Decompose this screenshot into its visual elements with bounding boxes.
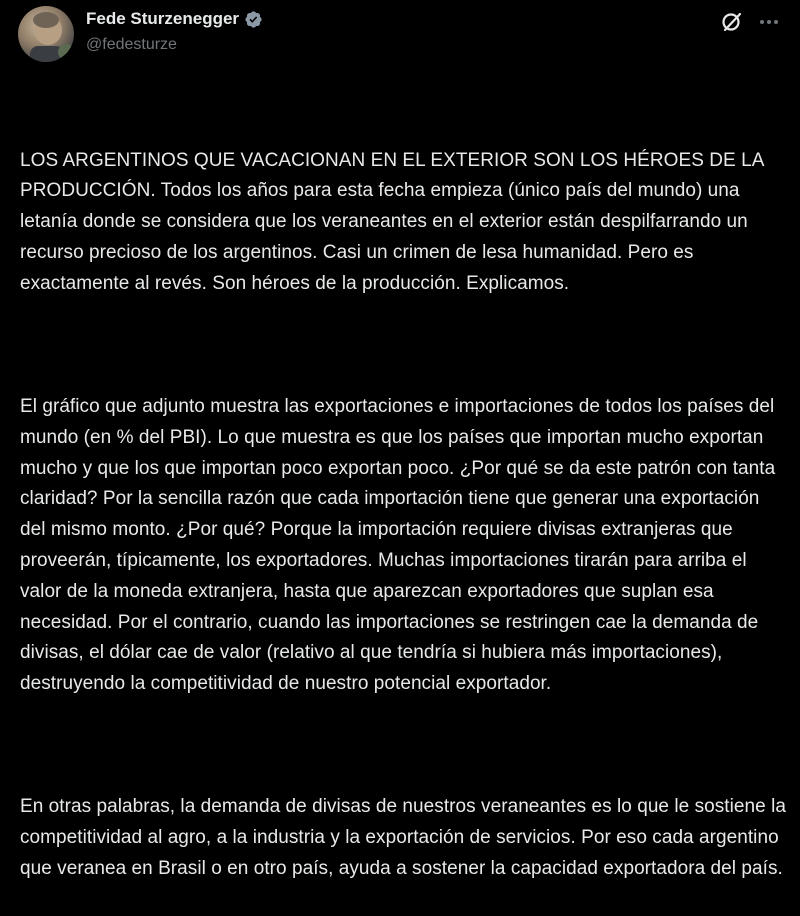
tweet-paragraph-3: En otras palabras, la demanda de divisas de nuestros veraneantes es lo que le sostiene la competitividad al agro, a la industria y la exportación de servicios. Por eso cada argentino que veranea en Brasil o en otro país, ayuda a sostener la capacidad exportadora del país. [20,796,792,879]
tweet-paragraph-1: LOS ARGENTINOS QUE VACACIONAN EN EL EXTERIOR SON LOS HÉROES DE LA PRODUCCIÓN. Todos los años para esta fecha empieza (único país del mundo) una letanía donde se considera que los veraneantes en el exterior están despilfarrando un recurso precioso de los argentinos. Casi un crimen de lesa humanidad. Pero es exactamente al revés. Son héroes de la producción. Explicamos. [20,149,769,294]
tweet-paragraph-2: El gráfico que adjunto muestra las exportaciones e importaciones de todos los países del mundo (en % del PBI). Lo que muestra es que los países que importan mucho exportan mucho y que los que importan poco exportan poco. ¿Por qué se da este patrón con tanta claridad? Por la sencilla razón que cada importación tiene que generar una exportación del mismo monto. ¿Por qué? Porque la importación requiere divisas extranjeras que proveerán, típicamente, los exportadores. Muchas importaciones tirarán para arriba el valor de la moneda extranjera, hasta que aparezcan exportadores que suplan esa necesidad. Por el contrario, cuando las importaciones se restringen cae la demanda de divisas, el dólar cae de valor (relativo al que tendría si hubiera más importaciones), destruyendo la competitividad de nuestro potencial exportador. [20,395,781,695]
author-display-name[interactable]: Fede Sturzenegger [86,9,240,28]
tweet-text [20,84,790,916]
more-dots-icon[interactable] [757,10,781,34]
name-row [86,8,263,30]
author-handle[interactable]: @fedesturze [86,36,177,53]
avatar[interactable] [18,6,74,62]
grok-slash-icon[interactable] [720,10,744,34]
verified-badge-icon[interactable] [244,10,263,29]
profile-photo-icon [18,6,74,62]
author-block [86,8,263,54]
tweet-header [0,0,800,70]
